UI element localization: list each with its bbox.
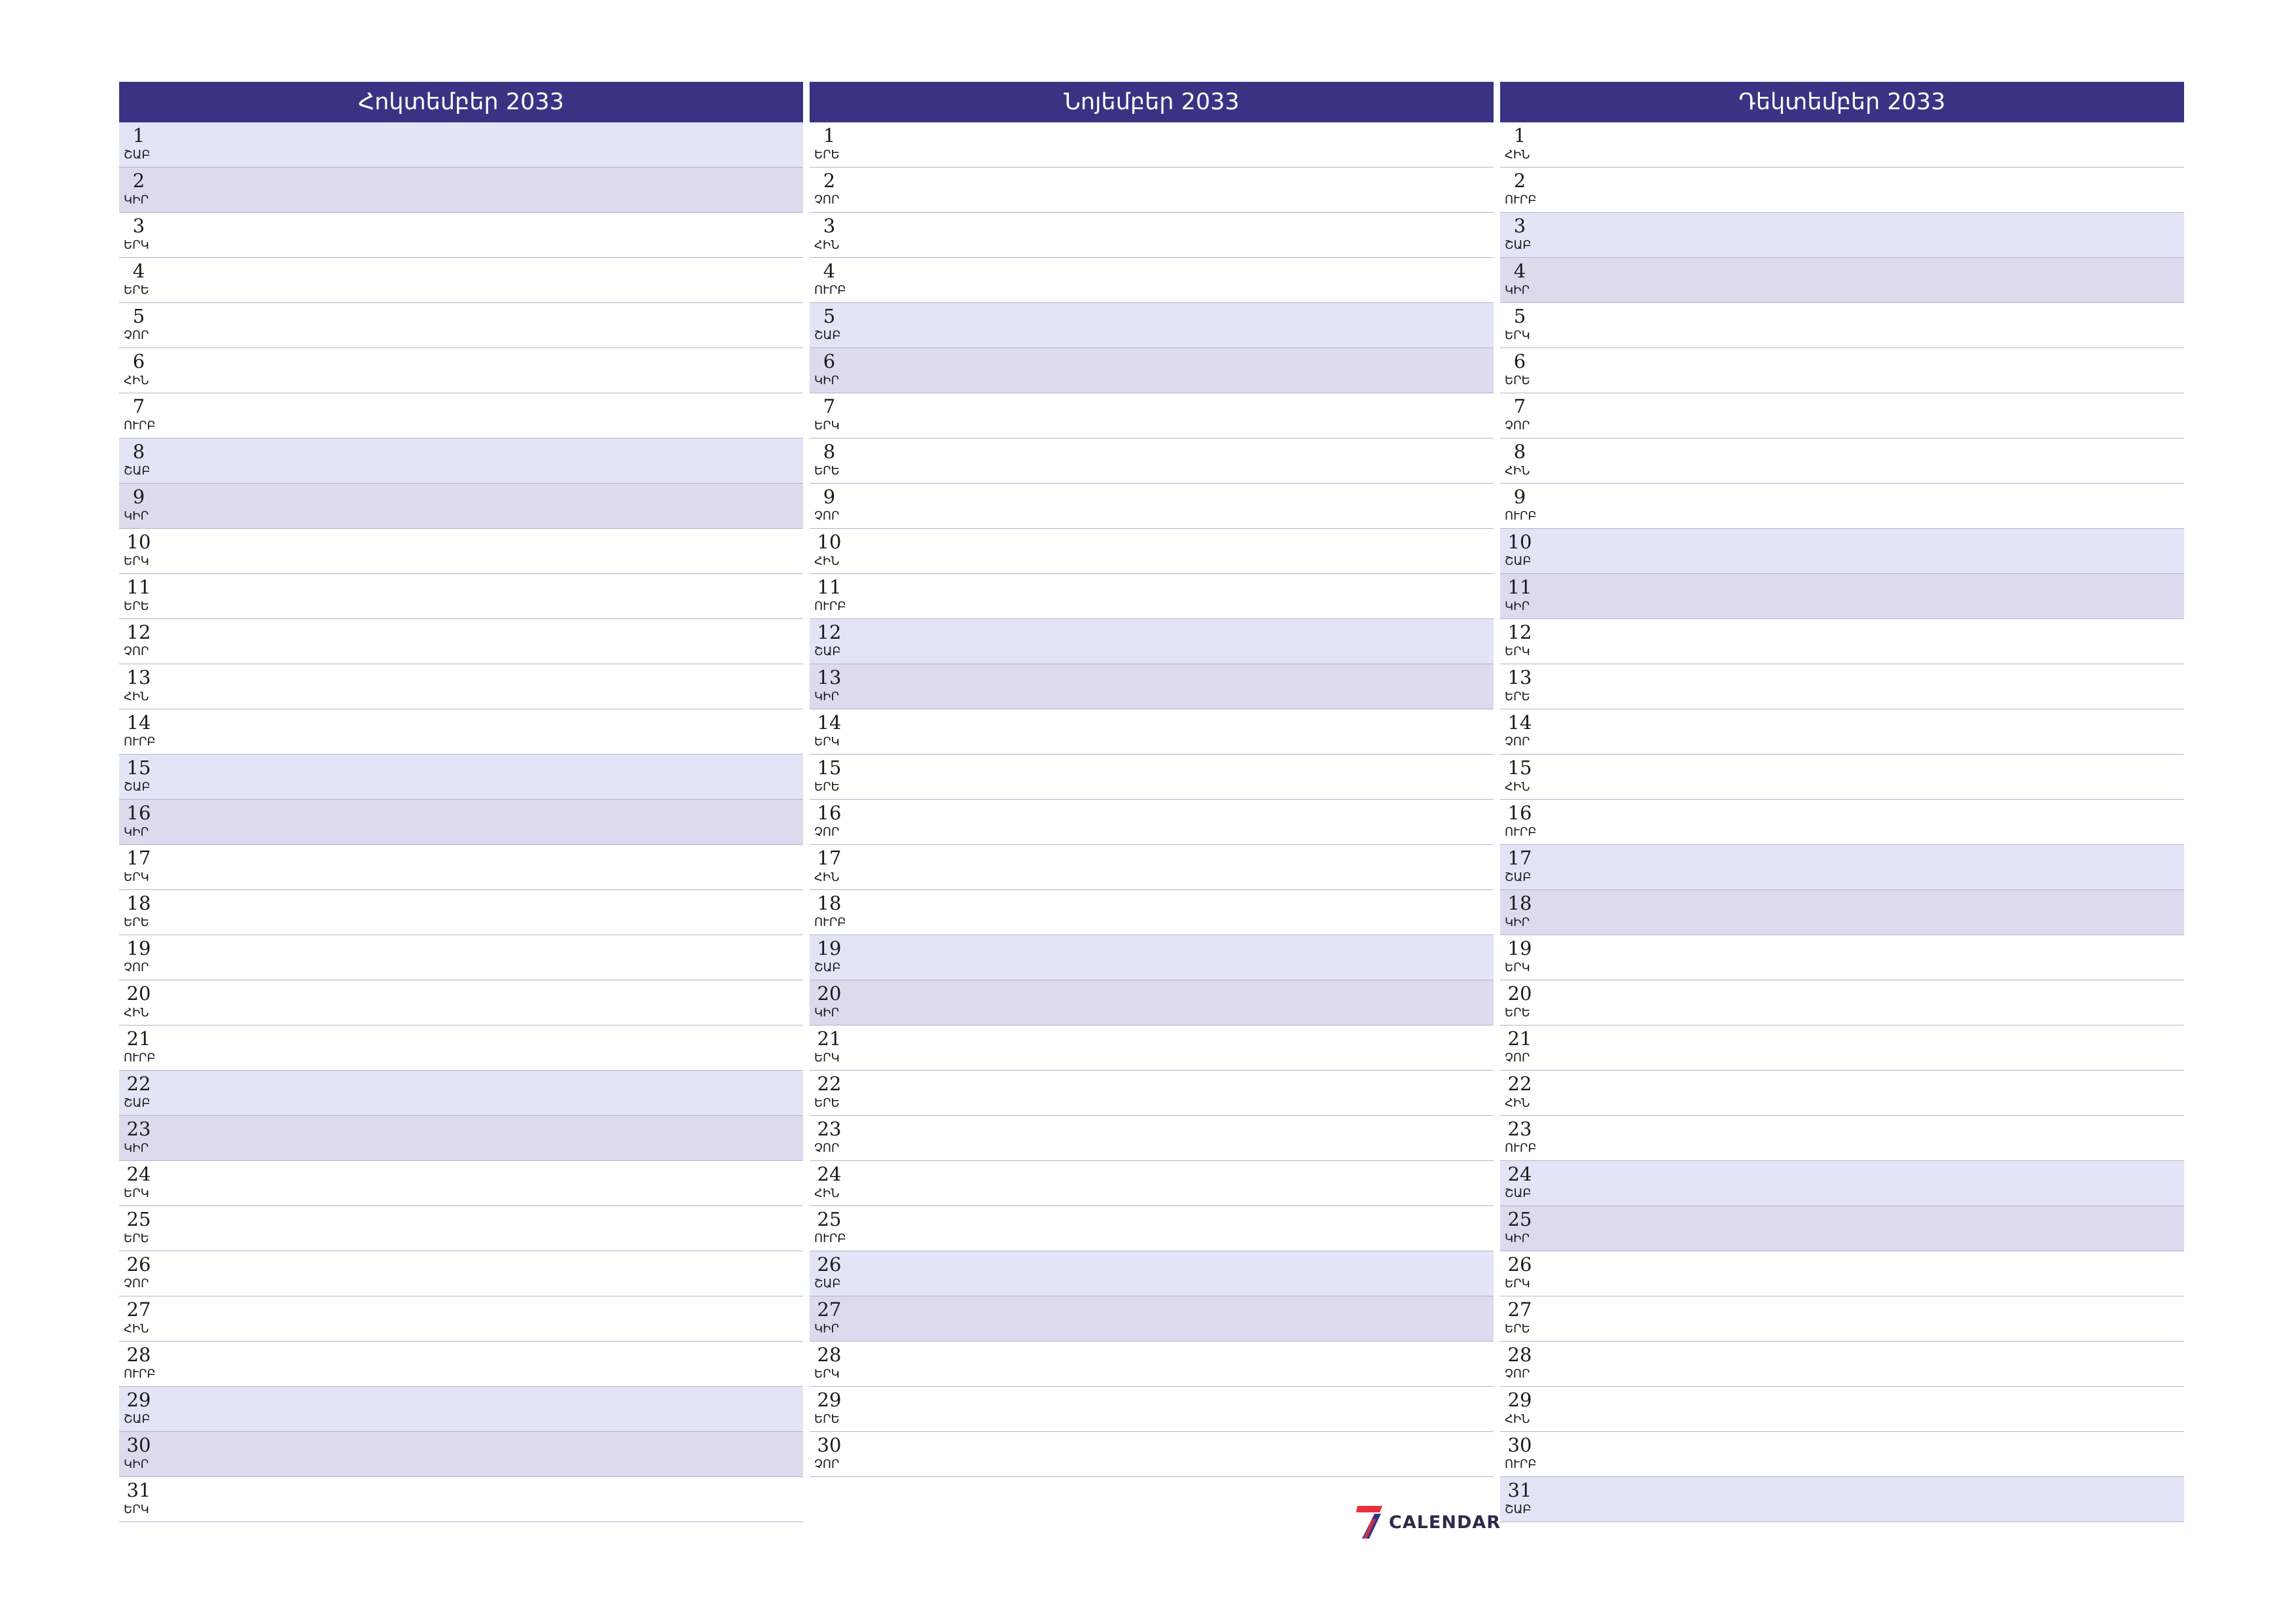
day-row	[1500, 935, 2184, 980]
day-row	[1500, 168, 2184, 213]
day-row	[119, 1026, 803, 1071]
weekday-label: ՀԻՆ	[124, 374, 149, 387]
weekday-label: ՈՒՐԲ	[124, 735, 156, 749]
day-row	[119, 1432, 803, 1477]
weekday-label: ՀԻՆ	[1505, 464, 1530, 478]
day-row	[119, 755, 803, 800]
day-number: 15	[817, 757, 842, 779]
day-number: 3	[823, 215, 836, 237]
day-row	[119, 484, 803, 529]
day-number: 6	[1513, 350, 1526, 372]
weekday-label: ԿԻՐ	[124, 509, 149, 523]
day-number: 2	[132, 169, 145, 192]
day-number: 18	[126, 892, 151, 914]
day-row	[119, 168, 803, 213]
day-number: 22	[126, 1073, 151, 1095]
weekday-label: ԵՐԵ	[814, 464, 840, 478]
day-number: 12	[1507, 621, 1532, 643]
weekday-label: ՇԱԲ	[1505, 870, 1532, 884]
day-number: 22	[1507, 1073, 1532, 1095]
day-number: 21	[1507, 1027, 1532, 1050]
day-row	[1500, 1387, 2184, 1432]
weekday-label: ԵՐԿ	[814, 735, 840, 749]
weekday-label: ԵՐԿ	[124, 1186, 149, 1200]
day-row	[119, 348, 803, 393]
weekday-label: ԿԻՐ	[124, 193, 149, 207]
day-row	[810, 484, 1494, 529]
day-number: 15	[1507, 757, 1532, 779]
day-row	[810, 1387, 1494, 1432]
day-row	[1500, 1477, 2184, 1522]
weekday-label: ԵՐԵ	[1505, 374, 1530, 387]
day-number: 22	[817, 1073, 842, 1095]
day-row	[119, 438, 803, 484]
day-row	[810, 122, 1494, 168]
day-row	[1500, 258, 2184, 303]
day-row	[810, 348, 1494, 393]
weekday-label: ՇԱԲ	[124, 780, 151, 794]
weekday-label: ՈՒՐԲ	[814, 283, 846, 297]
day-row	[810, 303, 1494, 348]
day-row	[810, 1161, 1494, 1206]
day-number: 30	[1507, 1434, 1532, 1456]
weekday-label: ԿԻՐ	[124, 825, 149, 839]
day-number: 12	[817, 621, 842, 643]
weekday-label: ԵՐԿ	[814, 1367, 840, 1381]
weekday-label: ՇԱԲ	[1505, 238, 1532, 252]
calendar-logo	[1356, 1504, 1501, 1541]
day-row	[119, 845, 803, 890]
weekday-label: ՈՒՐԲ	[1505, 509, 1537, 523]
day-number: 16	[126, 802, 151, 824]
logo-text: CALENDAR	[1389, 1512, 1501, 1533]
day-row	[810, 438, 1494, 484]
day-row	[1500, 1296, 2184, 1342]
day-number: 18	[1507, 892, 1532, 914]
day-number: 13	[817, 666, 842, 688]
day-number: 9	[1513, 486, 1526, 508]
day-number: 28	[1507, 1344, 1532, 1366]
day-number: 28	[817, 1344, 842, 1366]
day-row	[1500, 619, 2184, 664]
weekday-label: ԵՐԵ	[814, 1096, 840, 1110]
month-november	[810, 82, 1494, 1477]
day-row	[119, 890, 803, 935]
day-row	[810, 980, 1494, 1026]
day-row	[119, 1071, 803, 1116]
day-row	[119, 800, 803, 845]
day-number: 6	[132, 350, 145, 372]
weekday-label: ՇԱԲ	[814, 961, 841, 974]
day-row	[1500, 1251, 2184, 1296]
day-number: 17	[126, 847, 151, 869]
day-list	[1500, 122, 2184, 1522]
day-number: 8	[132, 440, 145, 463]
day-row	[1500, 890, 2184, 935]
weekday-label: ՉՈՐ	[1505, 1051, 1530, 1065]
day-row	[810, 1206, 1494, 1251]
day-row	[810, 529, 1494, 574]
weekday-label: ԵՐԵ	[1505, 1322, 1530, 1336]
day-number: 5	[823, 305, 836, 327]
seven-icon	[1356, 1505, 1385, 1540]
day-row	[810, 890, 1494, 935]
weekday-label: ՉՈՐ	[1505, 419, 1530, 433]
day-number: 11	[1507, 576, 1532, 598]
weekday-label: ՀԻՆ	[814, 1186, 840, 1200]
day-row	[1500, 1342, 2184, 1387]
weekday-label: ԿԻՐ	[814, 1322, 840, 1336]
day-row	[1500, 1161, 2184, 1206]
day-number: 24	[817, 1163, 842, 1185]
weekday-label: ԵՐԿ	[124, 554, 149, 568]
weekday-label: ՉՈՐ	[124, 961, 149, 974]
day-row	[119, 980, 803, 1026]
weekday-label: ՈՒՐԲ	[1505, 193, 1537, 207]
day-row	[119, 303, 803, 348]
weekday-label: ՀԻՆ	[814, 554, 840, 568]
day-row	[119, 1296, 803, 1342]
weekday-label: ՉՈՐ	[124, 645, 149, 658]
day-row	[119, 122, 803, 168]
day-row	[1500, 574, 2184, 619]
month-december	[1500, 82, 2184, 1522]
weekday-label: ՀԻՆ	[1505, 148, 1530, 162]
day-number: 26	[817, 1253, 842, 1275]
day-number: 11	[126, 576, 151, 598]
weekday-label: ԵՐԵ	[124, 1232, 149, 1245]
day-number: 2	[823, 169, 836, 192]
weekday-label: ՇԱԲ	[124, 148, 151, 162]
weekday-label: ՇԱԲ	[1505, 554, 1532, 568]
day-row	[119, 393, 803, 438]
weekday-label: ԵՐԿ	[814, 419, 840, 433]
day-number: 14	[1507, 711, 1532, 734]
day-number: 17	[817, 847, 842, 869]
weekday-label: ՀԻՆ	[1505, 1412, 1530, 1426]
weekday-label: ՀԻՆ	[1505, 780, 1530, 794]
weekday-label: ՈՒՐԲ	[124, 1367, 156, 1381]
weekday-label: ՀԻՆ	[124, 1322, 149, 1336]
weekday-label: ԿԻՐ	[1505, 916, 1530, 929]
day-number: 30	[126, 1434, 151, 1456]
day-row	[1500, 213, 2184, 258]
day-row	[119, 1477, 803, 1522]
weekday-label: ՈՒՐԲ	[124, 419, 156, 433]
day-row	[119, 1251, 803, 1296]
weekday-label: ՈՒՐԲ	[1505, 1457, 1537, 1471]
day-number: 20	[817, 982, 842, 1005]
weekday-label: ԵՐԿ	[814, 1051, 840, 1065]
day-row	[1500, 845, 2184, 890]
day-row	[1500, 1071, 2184, 1116]
day-row	[119, 574, 803, 619]
day-number: 1	[823, 124, 836, 147]
day-row	[810, 1071, 1494, 1116]
weekday-label: ԵՐԿ	[1505, 961, 1530, 974]
day-row	[810, 258, 1494, 303]
day-row	[810, 619, 1494, 664]
day-number: 29	[817, 1389, 842, 1411]
weekday-label: ԿԻՐ	[814, 374, 840, 387]
day-number: 13	[126, 666, 151, 688]
day-number: 23	[817, 1118, 842, 1140]
day-number: 5	[132, 305, 145, 327]
day-row	[810, 168, 1494, 213]
weekday-label: ԵՐԿ	[124, 870, 149, 884]
day-number: 4	[1513, 260, 1526, 282]
weekday-label: ՈՒՐԲ	[814, 1232, 846, 1245]
day-number: 15	[126, 757, 151, 779]
weekday-label: ՉՈՐ	[124, 1277, 149, 1291]
day-row	[810, 1116, 1494, 1161]
day-number: 29	[1507, 1389, 1532, 1411]
day-number: 27	[1507, 1298, 1532, 1321]
weekday-label: ՉՈՐ	[1505, 735, 1530, 749]
weekday-label: ԿԻՐ	[814, 1006, 840, 1020]
weekday-label: ԵՐԵ	[1505, 690, 1530, 704]
day-number: 20	[1507, 982, 1532, 1005]
day-row	[1500, 980, 2184, 1026]
day-number: 11	[817, 576, 842, 598]
day-list	[810, 122, 1494, 1477]
day-row	[119, 1387, 803, 1432]
day-number: 4	[132, 260, 145, 282]
day-row	[1500, 664, 2184, 709]
day-number: 19	[1507, 937, 1532, 959]
weekday-label: ՈՒՐԲ	[814, 916, 846, 929]
day-row	[119, 1206, 803, 1251]
day-number: 18	[817, 892, 842, 914]
weekday-label: ԵՐԿ	[124, 1503, 149, 1516]
day-row	[1500, 1026, 2184, 1071]
day-row	[810, 393, 1494, 438]
day-number: 9	[132, 486, 145, 508]
day-number: 31	[126, 1479, 151, 1501]
day-row	[119, 709, 803, 755]
day-row	[1500, 800, 2184, 845]
weekday-label: ԵՐԵ	[814, 1412, 840, 1426]
day-number: 5	[1513, 305, 1526, 327]
day-number: 21	[817, 1027, 842, 1050]
day-number: 23	[126, 1118, 151, 1140]
weekday-label: ԵՐԿ	[1505, 645, 1530, 658]
day-number: 24	[126, 1163, 151, 1185]
weekday-label: ՉՈՐ	[814, 1457, 840, 1471]
day-number: 25	[817, 1208, 842, 1230]
day-number: 7	[132, 395, 145, 418]
day-row	[810, 213, 1494, 258]
day-number: 9	[823, 486, 836, 508]
weekday-label: ՉՈՐ	[1505, 1367, 1530, 1381]
day-row	[1500, 438, 2184, 484]
day-number: 27	[817, 1298, 842, 1321]
weekday-label: ՇԱԲ	[1505, 1503, 1532, 1516]
day-number: 2	[1513, 169, 1526, 192]
weekday-label: ՉՈՐ	[124, 329, 149, 342]
weekday-label: ՇԱԲ	[1505, 1186, 1532, 1200]
day-row	[1500, 1116, 2184, 1161]
weekday-label: ԵՐԵ	[814, 780, 840, 794]
day-number: 16	[817, 802, 842, 824]
weekday-label: ՉՈՐ	[814, 1141, 840, 1155]
day-number: 19	[126, 937, 151, 959]
day-number: 19	[817, 937, 842, 959]
weekday-label: ՈՒՐԲ	[1505, 1141, 1537, 1155]
day-number: 14	[126, 711, 151, 734]
day-list	[119, 122, 803, 1522]
weekday-label: ՈՒՐԲ	[814, 599, 846, 613]
day-number: 17	[1507, 847, 1532, 869]
day-number: 4	[823, 260, 836, 282]
weekday-label: ՀԻՆ	[124, 690, 149, 704]
day-row	[1500, 1206, 2184, 1251]
day-row	[810, 664, 1494, 709]
day-row	[1500, 122, 2184, 168]
day-number: 8	[1513, 440, 1526, 463]
weekday-label: ԿԻՐ	[814, 690, 840, 704]
day-row	[1500, 348, 2184, 393]
day-row	[119, 258, 803, 303]
day-number: 25	[1507, 1208, 1532, 1230]
day-row	[1500, 709, 2184, 755]
day-number: 29	[126, 1389, 151, 1411]
day-number: 16	[1507, 802, 1532, 824]
weekday-label: ԿԻՐ	[1505, 283, 1530, 297]
weekday-label: ՉՈՐ	[814, 825, 840, 839]
day-row	[810, 1432, 1494, 1477]
day-number: 7	[1513, 395, 1526, 418]
day-row	[1500, 303, 2184, 348]
weekday-label: ԿԻՐ	[1505, 599, 1530, 613]
day-number: 13	[1507, 666, 1532, 688]
weekday-label: ՇԱԲ	[814, 1277, 841, 1291]
month-october	[119, 82, 803, 1522]
day-row	[810, 1026, 1494, 1071]
day-row	[119, 664, 803, 709]
day-number: 12	[126, 621, 151, 643]
month-header: Դեկտեմբեր 2033	[1500, 82, 2184, 122]
day-number: 8	[823, 440, 836, 463]
day-number: 10	[126, 531, 151, 553]
day-number: 20	[126, 982, 151, 1005]
day-number: 30	[817, 1434, 842, 1456]
day-row	[810, 709, 1494, 755]
weekday-label: ԵՐԵ	[814, 148, 840, 162]
day-number: 31	[1507, 1479, 1532, 1501]
day-number: 26	[1507, 1253, 1532, 1275]
weekday-label: ՀԻՆ	[814, 870, 840, 884]
day-row	[810, 1342, 1494, 1387]
weekday-label: ՇԱԲ	[124, 464, 151, 478]
day-row	[119, 619, 803, 664]
day-number: 23	[1507, 1118, 1532, 1140]
day-number: 7	[823, 395, 836, 418]
weekday-label: ՉՈՐ	[814, 509, 840, 523]
day-row	[810, 800, 1494, 845]
weekday-label: ԵՐԵ	[124, 916, 149, 929]
weekday-label: ՇԱԲ	[124, 1412, 151, 1426]
weekday-label: ՀԻՆ	[814, 238, 840, 252]
day-row	[1500, 755, 2184, 800]
weekday-label: ՉՈՐ	[814, 193, 840, 207]
day-number: 1	[1513, 124, 1526, 147]
day-row	[119, 1116, 803, 1161]
day-number: 21	[126, 1027, 151, 1050]
day-row	[119, 529, 803, 574]
day-row	[1500, 529, 2184, 574]
day-row	[119, 213, 803, 258]
day-number: 28	[126, 1344, 151, 1366]
weekday-label: ԿԻՐ	[1505, 1232, 1530, 1245]
day-row	[810, 1251, 1494, 1296]
weekday-label: ՇԱԲ	[124, 1096, 151, 1110]
day-row	[810, 845, 1494, 890]
weekday-label: ԵՐԵ	[124, 283, 149, 297]
weekday-label: ՀԻՆ	[124, 1006, 149, 1020]
weekday-label: ՇԱԲ	[814, 329, 841, 342]
weekday-label: ՈՒՐԲ	[1505, 825, 1537, 839]
weekday-label: ԿԻՐ	[124, 1141, 149, 1155]
day-number: 10	[817, 531, 842, 553]
day-row	[810, 935, 1494, 980]
weekday-label: ԵՐԿ	[1505, 329, 1530, 342]
weekday-label: ԵՐԿ	[124, 238, 149, 252]
weekday-label: ԿԻՐ	[124, 1457, 149, 1471]
month-header: Հոկտեմբեր 2033	[119, 82, 803, 122]
day-number: 1	[132, 124, 145, 147]
weekday-label: ԵՐԵ	[124, 599, 149, 613]
day-row	[1500, 484, 2184, 529]
day-row	[119, 1161, 803, 1206]
weekday-label: ՀԻՆ	[1505, 1096, 1530, 1110]
month-header: Նոյեմբեր 2033	[810, 82, 1494, 122]
day-row	[1500, 393, 2184, 438]
weekday-label: ԵՐԵ	[1505, 1006, 1530, 1020]
day-row	[810, 755, 1494, 800]
day-number: 3	[132, 215, 145, 237]
day-row	[119, 935, 803, 980]
weekday-label: ԵՐԿ	[1505, 1277, 1530, 1291]
day-row	[1500, 1432, 2184, 1477]
day-row	[810, 574, 1494, 619]
day-number: 26	[126, 1253, 151, 1275]
day-number: 14	[817, 711, 842, 734]
day-row	[810, 1296, 1494, 1342]
weekday-label: ՇԱԲ	[814, 645, 841, 658]
day-number: 10	[1507, 531, 1532, 553]
day-number: 6	[823, 350, 836, 372]
day-number: 25	[126, 1208, 151, 1230]
day-number: 3	[1513, 215, 1526, 237]
day-number: 24	[1507, 1163, 1532, 1185]
weekday-label: ՈՒՐԲ	[124, 1051, 156, 1065]
day-number: 27	[126, 1298, 151, 1321]
day-row	[119, 1342, 803, 1387]
